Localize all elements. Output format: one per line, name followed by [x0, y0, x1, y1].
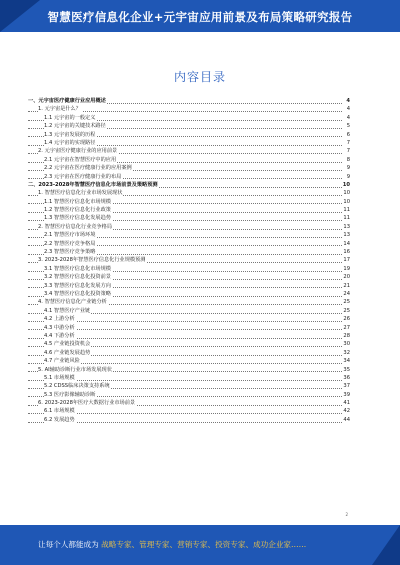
toc-entry-title: 4.3 中游分析 — [44, 324, 75, 331]
toc-entry[interactable] — [28, 307, 350, 315]
table-of-contents — [28, 97, 350, 424]
toc-entry-page: 10 — [343, 190, 350, 197]
toc-entry[interactable] — [28, 223, 350, 231]
toc-entry-title: 6.2 发展趋势 — [44, 416, 75, 423]
toc-entry-page: 7 — [346, 148, 350, 155]
toc-entry[interactable] — [28, 399, 350, 407]
toc-entry-title: 3.1 智慧医疗信息化市场规模 — [44, 265, 111, 272]
toc-entry-page: 10 — [343, 198, 350, 205]
toc-entry[interactable] — [28, 206, 350, 214]
toc-entry[interactable] — [28, 147, 350, 155]
toc-entry-title: 2.3 智慧医疗竞争策略 — [44, 249, 96, 256]
toc-entry-title: 5.1 市场规模 — [44, 374, 75, 381]
toc-entry[interactable] — [28, 324, 350, 332]
toc-entry-page: 42 — [343, 408, 350, 415]
toc-entry[interactable] — [28, 248, 350, 256]
page-number: 2 — [345, 512, 348, 517]
toc-entry[interactable] — [28, 340, 350, 348]
footer-bar — [0, 525, 400, 565]
toc-entry[interactable] — [28, 189, 350, 197]
toc-entry-title: 一、元宇宙医疗健康行业应用概述 — [28, 98, 106, 104]
toc-entry-page: 16 — [343, 249, 350, 256]
toc-entry-title: 4.6 产业链发展趋势 — [44, 349, 91, 356]
toc-entry[interactable] — [28, 139, 350, 147]
toc-entry[interactable] — [28, 256, 350, 264]
toc-entry-page: 9 — [346, 165, 350, 172]
toc-entry-page: 19 — [343, 265, 350, 272]
toc-entry[interactable] — [28, 122, 350, 130]
toc-entry[interactable] — [28, 298, 350, 306]
toc-entry-page: 28 — [343, 332, 350, 339]
toc-entry-title: 2.2 元宇宙在医疗健康行业的应用案例 — [44, 165, 132, 172]
toc-entry-title: 6.1 市场规模 — [44, 408, 75, 415]
toc-entry-page: 25 — [343, 307, 350, 314]
toc-entry-title: 2.2 智慧医疗竞争格局 — [44, 240, 96, 247]
slogan-prefix: 让每个人都能成为 — [38, 540, 99, 549]
toc-entry[interactable] — [28, 198, 350, 206]
toc-entry[interactable] — [28, 164, 350, 172]
toc-entry[interactable] — [28, 382, 350, 390]
toc-entry[interactable] — [28, 357, 350, 365]
toc-entry[interactable] — [28, 214, 350, 222]
toc-entry-page: 26 — [343, 316, 350, 323]
toc-entry-title: 2.3 元宇宙在医疗健康行业的布局 — [44, 173, 122, 180]
toc-entry-page: 37 — [343, 383, 350, 390]
toc-entry-page: 4 — [346, 98, 350, 104]
toc-entry-page: 39 — [343, 391, 350, 398]
toc-entry-page: 30 — [343, 341, 350, 348]
toc-entry-title: 3. 2023-2028年智慧医疗信息化行业规模预测 — [38, 257, 146, 264]
toc-entry-title: 1.1 智慧医疗信息化市场规模 — [44, 198, 111, 205]
toc-entry[interactable] — [28, 97, 350, 105]
toc-entry[interactable] — [28, 407, 350, 415]
toc-entry-title: 1.2 智慧医疗信息化行业政策 — [44, 207, 111, 214]
toc-entry-title: 4. 智慧医疗信息化产业链分析 — [38, 299, 107, 306]
toc-entry[interactable] — [28, 416, 350, 424]
toc-entry-page: 9 — [346, 173, 350, 180]
toc-entry-title: 2. 智慧医疗信息化行业竞争格局 — [38, 223, 113, 230]
toc-entry-title: 5.3 医疗影像辅助诊断 — [44, 391, 96, 398]
toc-entry-title: 3.4 智慧医疗信息化投资策略 — [44, 290, 111, 297]
toc-entry-title: 1.1 元宇宙的一般定义 — [44, 114, 96, 121]
toc-entry-page: 35 — [343, 366, 350, 373]
toc-entry-page: 20 — [343, 274, 350, 281]
toc-entry-title: 4.1 智慧医疗产业链 — [44, 307, 91, 314]
toc-entry-title: 4.5 产业链投资机会 — [44, 341, 91, 348]
toc-entry-title: 2. 元宇宙医疗健康行业的应用前景 — [38, 148, 118, 155]
toc-entry-title: 4.2 上游分析 — [44, 316, 75, 323]
toc-entry-title: 3.3 智慧医疗信息化发展方向 — [44, 282, 111, 289]
toc-entry-page: 13 — [343, 232, 350, 239]
toc-entry[interactable] — [28, 231, 350, 239]
toc-entry-title: 5.2 CDSS临床决策支持系统 — [44, 383, 110, 390]
toc-entry-title: 2.1 元宇宙在智慧医疗中的应用 — [44, 156, 117, 163]
toc-entry-page: 36 — [343, 374, 350, 381]
toc-entry-title: 二、2023-2028年智慧医疗信息化市场前景及策略预测 — [28, 181, 158, 188]
toc-entry-title: 6. 2023-2028年医疗大数据行业市场前景 — [38, 400, 136, 407]
footer-corner-decoration — [372, 525, 400, 565]
toc-entry[interactable] — [28, 282, 350, 290]
toc-entry-title: 1.2 元宇宙的关键技术路径 — [44, 123, 106, 130]
toc-entry-page: 13 — [343, 223, 350, 230]
header-bar — [0, 0, 400, 32]
toc-entry-page: 24 — [343, 290, 350, 297]
toc-entry-title: 1.3 元宇宙发展的历程 — [44, 131, 96, 138]
toc-entry[interactable] — [28, 156, 350, 164]
toc-entry[interactable] — [28, 265, 350, 273]
toc-entry-page: 34 — [343, 358, 350, 365]
slogan-highlight: 战略专家、管理专家、营销专家、投资专家、成功企业家…… — [101, 540, 307, 549]
toc-entry-page: 4 — [346, 114, 350, 121]
toc-entry-page: 32 — [343, 349, 350, 356]
toc-entry-page: 25 — [343, 299, 350, 306]
report-title: 智慧医疗信息化企业+元宇宙应用前景及布局策略研究报告 — [47, 10, 353, 24]
toc-entry-page: 41 — [343, 400, 350, 407]
toc-entry-title: 1.4 元宇宙的实现路径 — [44, 139, 96, 146]
footer-slogan — [38, 539, 306, 550]
toc-entry[interactable] — [28, 173, 350, 181]
toc-entry-page: 11 — [343, 215, 350, 222]
toc-entry-page: 17 — [343, 257, 350, 264]
toc-entry-page: 44 — [343, 416, 350, 423]
toc-entry[interactable] — [28, 290, 350, 298]
toc-entry[interactable] — [28, 332, 350, 340]
toc-entry-page: 8 — [346, 156, 350, 163]
toc-entry-title: 2.1 智慧医疗市场环境 — [44, 232, 96, 239]
toc-entry-page: 7 — [346, 139, 350, 146]
toc-entry-page: 6 — [346, 131, 350, 138]
toc-entry-title: 3.2 智慧医疗信息化投资前景 — [44, 274, 111, 281]
toc-entry-title: 4.7 产业链风险 — [44, 358, 80, 365]
toc-entry-title: 1.3 智慧医疗信息化发展趋势 — [44, 215, 111, 222]
toc-entry-page: 21 — [343, 282, 350, 289]
toc-entry-page: 10 — [342, 181, 350, 188]
toc-heading: 内容目录 — [173, 70, 226, 84]
toc-entry[interactable] — [28, 240, 350, 248]
toc-entry-title: 1. 元宇宙是什么？ — [38, 106, 81, 113]
toc-entry[interactable] — [28, 315, 350, 323]
toc-entry[interactable] — [28, 374, 350, 382]
toc-entry[interactable] — [28, 391, 350, 399]
toc-entry[interactable] — [28, 273, 350, 281]
toc-entry[interactable] — [28, 105, 350, 113]
toc-entry[interactable] — [28, 181, 350, 189]
toc-entry-title: 5. AI辅助诊断行业市场发展现状 — [38, 366, 112, 373]
toc-entry-title: 1. 智慧医疗信息化行业市场发展现状 — [38, 190, 123, 197]
toc-entry[interactable] — [28, 114, 350, 122]
toc-entry[interactable] — [28, 366, 350, 374]
toc-entry[interactable] — [28, 349, 350, 357]
toc-entry-page: 4 — [346, 106, 350, 113]
toc-entry-page: 11 — [343, 207, 350, 214]
toc-entry-page: 27 — [343, 324, 350, 331]
toc-entry[interactable] — [28, 131, 350, 139]
toc-entry-title: 4.4 下游分析 — [44, 332, 75, 339]
toc-entry-page: 5 — [346, 123, 350, 130]
toc-entry-page: 14 — [343, 240, 350, 247]
